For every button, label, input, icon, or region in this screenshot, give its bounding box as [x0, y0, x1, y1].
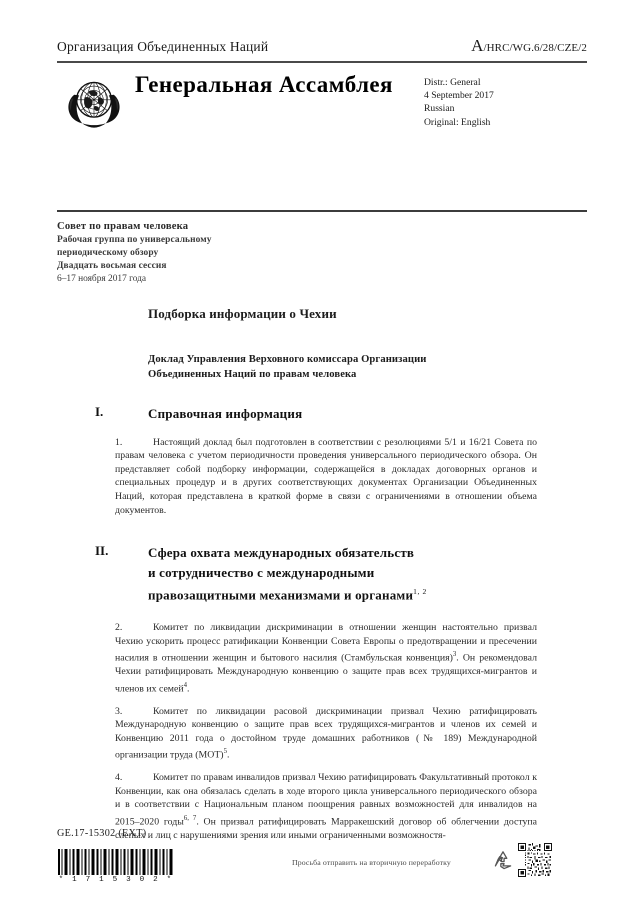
paragraph-2-footnote-2: 4: [183, 681, 187, 689]
section-i-numeral: I.: [95, 404, 104, 420]
session-number: Двадцать восьмая сессия: [57, 261, 167, 271]
header-rule: [57, 61, 587, 63]
section-ii-title-line-3: правозащитными механизмами и органами: [148, 587, 414, 603]
working-group-line-1: Рабочая группа по универсальному: [57, 234, 212, 245]
document-body: [93, 305, 543, 842]
document-symbol-rest: /HRC/WG.6/28/CZE/2: [483, 42, 587, 54]
session-dates: 6–17 ноября 2017 года: [57, 274, 147, 285]
distr-line-3: Original: English: [424, 116, 491, 128]
section-ii: [93, 543, 543, 842]
paragraph-3-text: Комитет по ликвидации расовой дискриминации призвал Чехию ратифицировать Международную конвенцию о защите прав всех трудящихся-мигрантов и членов их семей и Конвенцию 2011 года о достойном труде домашних работников (№ 189) Международной организации труда (МОТ): [115, 705, 537, 761]
paragraph-3: [115, 705, 537, 763]
job-number: GE.17-15302 (EXT): [57, 828, 147, 839]
paragraph-1-number: 1.: [115, 436, 123, 448]
paragraph-3-footnote-1: 5: [223, 748, 227, 756]
paragraph-2-footnote-1: 3: [452, 651, 457, 659]
paragraph-1: [115, 436, 537, 518]
working-group-line-2: периодическому обзору: [57, 247, 159, 258]
document-symbol: [471, 36, 587, 56]
document-subtitle: [148, 353, 533, 382]
session-rule: [57, 210, 587, 212]
paragraph-2: [115, 621, 537, 696]
paragraph-1-text: Настоящий доклад был подготовлен в соответствии с резолюциями 5/1 и 16/21 Совета по правам человека с учетом периодичности проведения универсального периодического обзора. Он представляет собой подборку информации, содержащейся в докладах договорных органов и специальных процедур и в других соответствующих документах Организации Объединенных Наций, которая представлена в краткой форме в связи с ограничениями в отношении объема документов.: [115, 436, 537, 516]
distr-line-1: 4 September 2017: [424, 90, 494, 102]
section-i: [93, 404, 543, 517]
paragraph-2-text-2: . Он рекомендовал Чехии ратифицировать Международную конвенцию о защите прав всех трудящихся-мигрантов и членов их семей: [115, 652, 537, 694]
paragraph-4-text-2: . Он призвал ратифицировать Марракешский договор об облегчении доступа слепых и лиц с нарушениями зрения или иными ограниченными возможностя-: [115, 816, 537, 841]
masthead: [57, 36, 587, 56]
un-emblem-icon: [63, 70, 125, 132]
distr-line-2: Russian: [424, 103, 455, 115]
distr-line-0: Distr.: General: [424, 77, 481, 88]
barcode-number: * 1 7 1 5 3 0 2 *: [58, 876, 174, 884]
paragraph-2-text: Комитет по ликвидации дискриминации в отношении женщин настоятельно призвал Чехию ускорить процесс ратификации Конвенции Совета Европы о предотвращении и пресечении насилия в отношении женщин и бытового насилия (Стамбульская конвенция): [115, 622, 537, 664]
section-ii-footnote-markers: 1, 2: [413, 587, 427, 597]
paragraph-3-number: 3.: [115, 705, 123, 717]
document-symbol-prefix: A: [471, 36, 484, 55]
section-ii-title-line-2: и сотрудничество с международными: [148, 564, 375, 580]
human-rights-council-label: Совет по правам человека: [57, 221, 189, 232]
paragraph-2-number: 2.: [115, 622, 123, 634]
recycle-note: Просьба отправить на вторичную переработку: [292, 858, 451, 867]
section-ii-numeral: II.: [95, 543, 109, 559]
paragraph-4-number: 4.: [115, 772, 123, 784]
general-assembly-title: Генеральная Ассамблея: [135, 72, 393, 97]
section-ii-title-line-1: Сфера охвата международных обязательств: [148, 545, 415, 561]
paragraph-4: [115, 771, 537, 842]
barcode-block: [57, 849, 175, 884]
barcode-icon: [57, 849, 175, 875]
organization-name: Организация Объединенных Наций: [57, 39, 269, 54]
paragraph-4-text: Комитет по правам инвалидов призвал Чехию ратифицировать Факультативный протокол к Конвенции, как она обязалась сделать в ходе второго цикла универсального периодического обзора и в соответствии с Национальным планом поощрения равных возможностей для инвалидов на 2015–2020 годы: [115, 772, 537, 828]
paragraph-4-footnote-1: 6, 7: [183, 815, 197, 822]
paragraph-2-text-3: .: [187, 682, 190, 694]
document-subtitle-line-1: Доклад Управления Верховного комиссара Организации: [148, 354, 427, 365]
section-i-title: Справочная информация: [148, 406, 303, 422]
qr-code-icon: [518, 843, 552, 877]
session-info: [57, 220, 387, 286]
masthead-row: [57, 36, 587, 56]
paragraph-3-text-2: .: [226, 749, 230, 761]
recycle-icon: [490, 848, 516, 874]
section-ii-title: [148, 543, 543, 605]
document-title: Подборка информации о Чехии: [148, 306, 337, 321]
brand-line: [57, 68, 587, 146]
distribution-block: [424, 76, 494, 129]
document-subtitle-line-2: Объединенных Наций по правам человека: [148, 368, 357, 380]
